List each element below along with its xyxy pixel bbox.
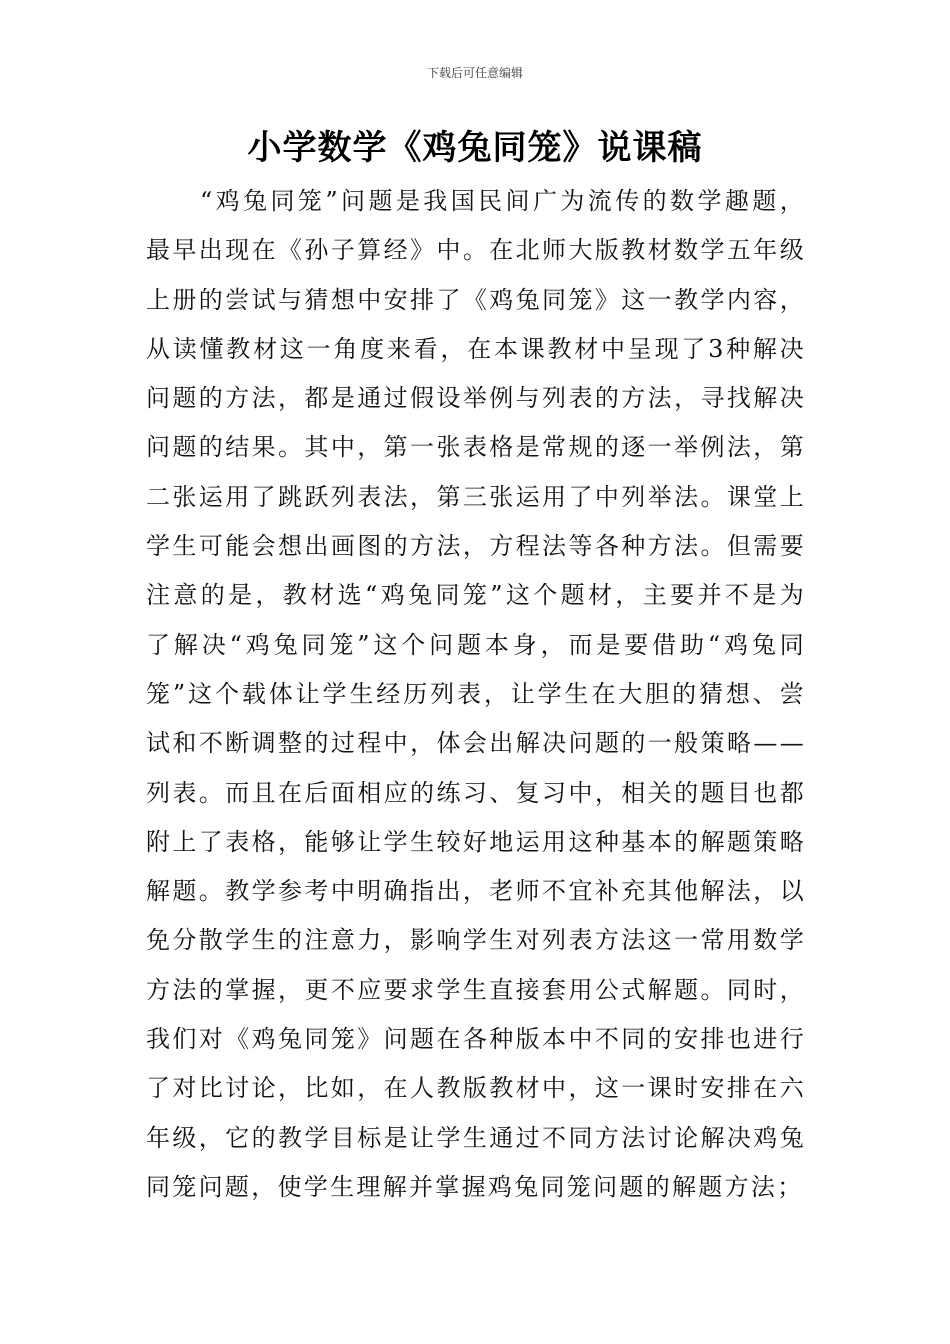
body-paragraph: “鸡兔同笼”问题是我国民间广为流传的数学趣题，最早出现在《孙子算经》中。在北师大版教材数学五年级上册的尝试与猜想中安排了《鸡兔同笼》这一教学内容，从读懂教材这一角度来看，在本课教材中呈现了3种解决问题的方法，都是通过假设举例与列表的方法，寻找解决问题的结果。其中，第一张表格是常规的逐一举例法，第二张运用了跳跃列表法，第三张运用了中列举法。课堂上学生可能会想出画图的方法，方程法等各种方法。但需要注意的是，教材选“鸡兔同笼”这个题材，主要并不是为了解决“鸡兔同笼”这个问题本身，而是要借助“鸡兔同笼”这个载体让学生经历列表，让学生在大胆的猜想、尝试和不断调整的过程中，体会出解决问题的一般策略——列表。而且在后面相应的练习、复习中，相关的题目也都附上了表格，能够让学生较好地运用这种基本的解题策略解题。教学参考中明确指出，老师不宜补充其他解法，以免分散学生的注意力，影响学生对列表方法这一常用数学方法的掌握，更不应要求学生直接套用公式解题。同时，我们对《鸡兔同笼》问题在各种版本中不同的安排也进行了对比讨论，比如，在人教版教材中，这一课时安排在六年级，它的教学目标是让学生通过不同方法讨论解决鸡兔同笼问题，使学生理解并掌握鸡兔同笼问题的解题方法； xyxy=(146,187,806,1201)
document-title: 小学数学《鸡兔同笼》说课稿 xyxy=(247,128,703,168)
header-note: 下载后可任意编辑 xyxy=(426,66,523,80)
